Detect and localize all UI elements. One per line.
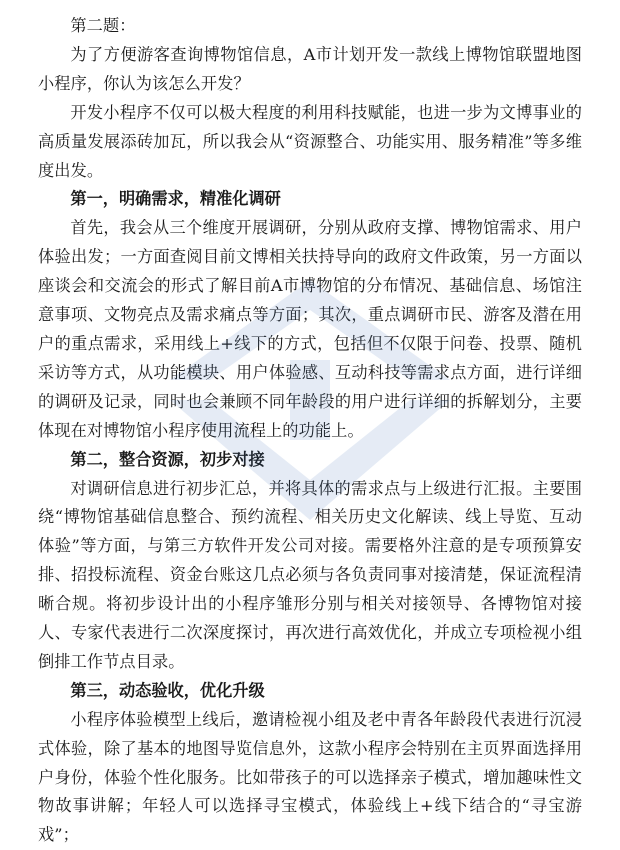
section-body-2: 对调研信息进行初步汇总，并将具体的需求点与上级进行汇报。主要围绕“博物馆基础信息整合、预约流程、相关历史文化解读、线上导览、互动体验”等方面，与第三方软件开发公司对接。需要格外注意的是专项预算安排、招投标流程、资金台账这几点必须与各负责同事对接清楚，保证流程清晰合规。将初步设计出的小程序雏形分别与相关对接领导、各博物馆对接人、专家代表进行二次深度探讨，再次进行高效优化，并成立专项检视小组倒排工作节点目录。 bbox=[38, 478, 582, 671]
intro-paragraph: 开发小程序不仅可以极大程度的利用科技赋能，也进一步为文博事业的高质量发展添砖加瓦，所以我会从“资源整合、功能实用、服务精准”等多维度出发。 bbox=[38, 102, 582, 180]
section-heading-2: 第二，整合资源，初步对接 bbox=[70, 449, 265, 469]
section-body-3: 小程序体验模型上线后，邀请检视小组及老中青各年龄段代表进行沉浸式体验，除了基本的地图导览信息外，这款小程序会特别在主页界面选择用户身份，体验个性化服务。比如带孩子的可以选择亲子模式，增加趣味性文物故事讲解；年轻人可以选择寻宝模式，体验线上+线下结合的“寻宝游戏”； bbox=[38, 709, 582, 845]
question-text: 为了方便游客查询博物馆信息，A市计划开发一款线上博物馆联盟地图小程序，你认为该怎么开发？ bbox=[38, 44, 582, 93]
section-heading-1: 第一，明确需求，精准化调研 bbox=[70, 189, 281, 209]
section-body-1: 首先，我会从三个维度开展调研，分别从政府支撑、博物馆需求、用户体验出发；一方面查阅目前文博相关扶持导向的政府文件政策，另一方面以座谈会和交流会的形式了解目前A市博物馆的分布情况、基础信息、场馆注意事项、文物亮点及需求痛点等方面；其次，重点调研市民、游客及潜在用户的重点需求，采用线上+线下的方式，包括但不仅限于问卷、投票、随机采访等方式，从功能模块、用户体验感、互动科技等需求点方面，进行详细的调研及记录，同时也会兼顾不同年龄段的用户进行详细的拆解划分，主要体现在对博物馆小程序使用流程上的功能上。 bbox=[38, 218, 582, 440]
section-heading-3: 第三，动态验收，优化升级 bbox=[70, 680, 265, 700]
question-label: 第二题： bbox=[70, 16, 136, 35]
